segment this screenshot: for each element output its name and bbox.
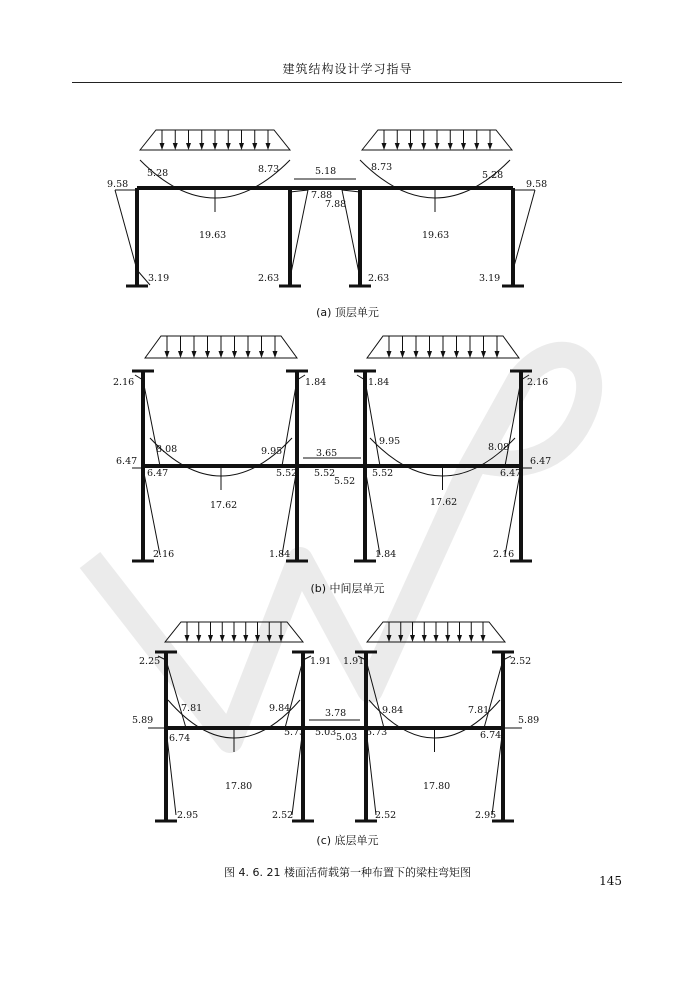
load-arrow-head xyxy=(421,143,426,150)
moment-value-label: 5.73 xyxy=(366,727,388,738)
load-arrow-head xyxy=(196,635,201,642)
load-arrow-head xyxy=(219,351,224,358)
load-arrow-head xyxy=(422,635,427,642)
load-arrow-head xyxy=(267,635,272,642)
moment-value-label: 2.52 xyxy=(272,810,294,821)
load-arrow-head xyxy=(205,351,210,358)
load-arrow-head xyxy=(192,351,197,358)
moment-value-label: 5.03 xyxy=(336,732,358,743)
load-arrow-head xyxy=(255,635,260,642)
panel-a-caption: (a) 顶层单元 xyxy=(316,306,379,319)
load-arrow-head xyxy=(246,351,251,358)
moment-line xyxy=(290,190,308,278)
moment-value-label: 2.52 xyxy=(375,810,397,821)
moment-value-label: 7.81 xyxy=(181,703,203,714)
moment-value-label: 6.74 xyxy=(480,730,502,741)
moment-value-label: 2.95 xyxy=(177,810,199,821)
load-arrow-head xyxy=(408,143,413,150)
moment-value-label: 5.03 xyxy=(315,727,337,738)
load-arrow-head xyxy=(387,635,392,642)
load-arrow-head xyxy=(457,635,462,642)
moment-value-label: 3.19 xyxy=(148,273,170,284)
figure-caption: 图 4. 6. 21 楼面活荷载第一种布置下的梁柱弯矩图 xyxy=(224,866,471,879)
moment-value-label: 5.18 xyxy=(315,166,337,177)
load-arrow-head xyxy=(232,351,237,358)
load-arrow-head xyxy=(252,143,257,150)
moment-line xyxy=(282,466,305,555)
moment-value-label: 3.78 xyxy=(325,708,347,719)
moment-value-label: 19.63 xyxy=(199,230,227,241)
page-number: 145 xyxy=(599,874,622,888)
moment-value-label: 5.52 xyxy=(334,476,356,487)
load-arrow-head xyxy=(481,635,486,642)
moment-value-label: 5.52 xyxy=(276,468,298,479)
load-arrow-head xyxy=(395,143,400,150)
moment-line xyxy=(282,375,305,466)
load-arrow-head xyxy=(173,143,178,150)
moment-value-label: 5.28 xyxy=(482,170,504,181)
moment-line xyxy=(115,190,137,270)
load-arrow-head xyxy=(414,351,419,358)
moment-value-label: 3.19 xyxy=(479,273,501,284)
moment-line xyxy=(158,656,186,728)
load-arrow-head xyxy=(434,635,439,642)
load-arrow-head xyxy=(226,143,231,150)
moment-value-label: 1.91 xyxy=(310,656,332,667)
moment-value-label: 6.47 xyxy=(116,456,138,467)
moment-value-label: 17.62 xyxy=(430,497,458,508)
moment-value-label: 1.84 xyxy=(305,377,327,388)
load-arrow-head xyxy=(178,351,183,358)
moment-value-label: 9.58 xyxy=(526,179,548,190)
moment-value-label: 2.95 xyxy=(475,810,497,821)
moment-value-label: 9.58 xyxy=(107,179,129,190)
moment-value-label: 9.95 xyxy=(261,446,283,457)
moment-value-label: 8.73 xyxy=(371,162,393,173)
moment-value-label: 2.63 xyxy=(368,273,390,284)
moment-value-label: 5.52 xyxy=(372,468,394,479)
distributed-load xyxy=(145,336,297,358)
moment-value-label: 19.63 xyxy=(422,230,450,241)
load-arrow-head xyxy=(232,635,237,642)
load-arrow-head xyxy=(435,143,440,150)
moment-line xyxy=(357,466,380,555)
moment-value-label: 6.47 xyxy=(147,468,169,479)
load-arrow-head xyxy=(461,143,466,150)
moment-value-label: 9.84 xyxy=(382,705,404,716)
moment-value-label: 1.84 xyxy=(368,377,390,388)
load-arrow-head xyxy=(213,143,218,150)
load-arrow-head xyxy=(488,143,493,150)
moment-line xyxy=(285,656,311,728)
load-arrow-head xyxy=(186,143,191,150)
load-arrow-head xyxy=(468,351,473,358)
load-arrow-head xyxy=(474,143,479,150)
panel-bottom-story xyxy=(132,622,539,821)
load-arrow-head xyxy=(441,351,446,358)
load-arrow-head xyxy=(160,143,165,150)
moment-value-label: 9.84 xyxy=(269,703,291,714)
moment-value-label: 6.47 xyxy=(500,468,522,479)
moment-line xyxy=(513,190,535,270)
load-arrow-head xyxy=(239,143,244,150)
load-arrow-head xyxy=(279,635,284,642)
moment-value-label: 7.88 xyxy=(311,190,333,201)
distributed-load xyxy=(165,622,303,642)
load-arrow-head xyxy=(400,351,405,358)
panel-c-caption: (c) 底层单元 xyxy=(316,834,379,847)
load-arrow-head xyxy=(445,635,450,642)
moment-value-label: 2.16 xyxy=(527,377,549,388)
load-arrow-head xyxy=(382,143,387,150)
load-arrow-head xyxy=(185,635,190,642)
load-arrow-head xyxy=(469,635,474,642)
moment-value-label: 8.73 xyxy=(258,164,280,175)
moment-value-label: 2.16 xyxy=(493,549,515,560)
load-arrow-head xyxy=(165,351,170,358)
load-arrow-head xyxy=(208,635,213,642)
running-header: 建筑结构设计学习指导 xyxy=(282,62,413,76)
moment-value-label: 1.84 xyxy=(269,549,291,560)
moment-line xyxy=(132,468,160,555)
moment-value-label: 3.65 xyxy=(316,448,338,459)
panel-top-story xyxy=(107,130,547,286)
moment-value-label: 17.62 xyxy=(210,500,238,511)
moment-value-label: 2.16 xyxy=(113,377,135,388)
load-arrow-head xyxy=(481,351,486,358)
load-arrow-head xyxy=(273,351,278,358)
load-arrow-head xyxy=(495,351,500,358)
load-arrow-head xyxy=(266,143,271,150)
panel-b-caption: (b) 中间层单元 xyxy=(310,582,385,595)
load-arrow-head xyxy=(220,635,225,642)
moment-line xyxy=(357,375,380,466)
distributed-load xyxy=(367,336,519,358)
moment-value-label: 5.73 xyxy=(284,727,306,738)
moment-value-label: 8.08 xyxy=(156,444,178,455)
moment-value-label: 5.28 xyxy=(147,168,169,179)
moment-value-label: 9.95 xyxy=(379,436,401,447)
load-arrow-head xyxy=(398,635,403,642)
moment-value-label: 8.08 xyxy=(488,442,510,453)
moment-line xyxy=(492,728,522,815)
moment-value-label: 2.63 xyxy=(258,273,280,284)
moment-value-label: 5.52 xyxy=(314,468,336,479)
moment-value-label: 7.81 xyxy=(468,705,490,716)
moment-value-label: 7.88 xyxy=(325,199,347,210)
distributed-load xyxy=(367,622,505,642)
load-arrow-head xyxy=(454,351,459,358)
moment-value-label: 17.80 xyxy=(225,781,253,792)
moment-value-label: 1.84 xyxy=(375,549,397,560)
moment-value-label: 6.47 xyxy=(530,456,552,467)
load-arrow-head xyxy=(427,351,432,358)
load-arrow-head xyxy=(243,635,248,642)
moment-value-label: 1.91 xyxy=(343,656,365,667)
load-arrow-head xyxy=(387,351,392,358)
moment-value-label: 17.80 xyxy=(423,781,451,792)
moment-value-label: 2.16 xyxy=(153,549,175,560)
moment-line xyxy=(505,468,532,555)
load-arrow-head xyxy=(448,143,453,150)
moment-value-label: 2.52 xyxy=(510,656,532,667)
load-arrow-head xyxy=(199,143,204,150)
moment-value-label: 2.25 xyxy=(139,656,161,667)
moment-value-label: 5.89 xyxy=(518,715,540,726)
moment-line xyxy=(484,656,511,728)
distributed-load xyxy=(140,130,290,150)
panel-middle-story xyxy=(113,336,551,561)
load-arrow-head xyxy=(410,635,415,642)
distributed-load xyxy=(362,130,512,150)
moment-value-label: 5.89 xyxy=(132,715,154,726)
load-arrow-head xyxy=(259,351,264,358)
moment-value-label: 6.74 xyxy=(169,733,191,744)
